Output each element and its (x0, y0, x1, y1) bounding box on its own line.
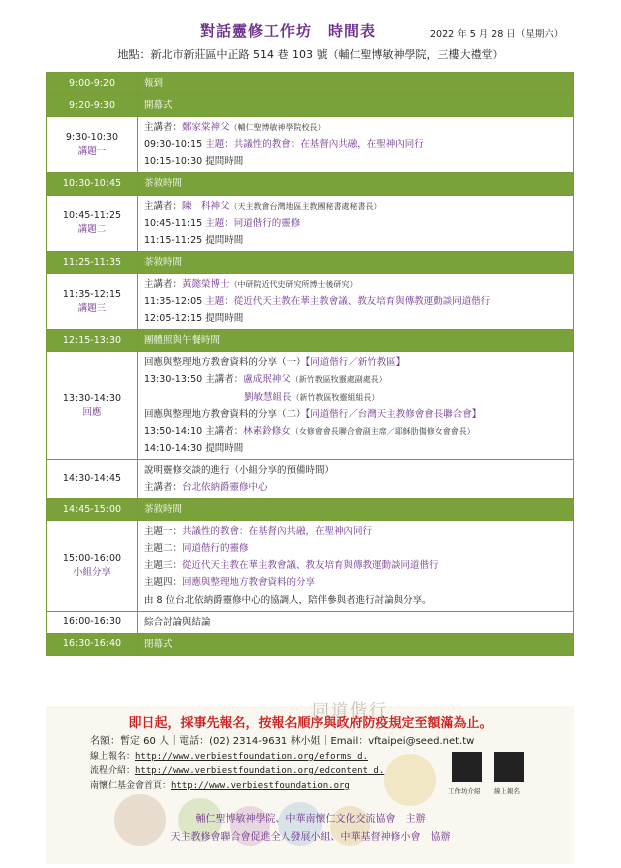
time-cell: 14:45-15:00 (47, 499, 138, 521)
agenda-cell (138, 273, 574, 329)
table-row (47, 352, 574, 460)
time-cell: 14:30-14:45 (47, 459, 138, 498)
speaker-title: （新竹教區牧靈處副處長） (290, 375, 387, 385)
home-link[interactable]: http://www.verbiestfoundation.org (171, 780, 350, 791)
table-row (47, 459, 574, 498)
schedule-table (46, 72, 574, 656)
agenda-cell: 茶敘時間 (138, 251, 574, 273)
table-row (47, 273, 574, 329)
topic-line: 09:30-10:15 主題：共議性的教會：在基督內共融，在聖神內同行 (144, 139, 424, 151)
speaker-line: 13:50-14:10 主講者：林素鈴修女（女修會會長聯合會副主席／耶穌肋傷修女會會長） (144, 425, 475, 437)
time-cell: 9:20-9:30 (47, 95, 138, 117)
topic-line: 11:35-12:05 主題：從近代天主教在華主教會議、教友培育與傳教運動談同道偕行 (144, 296, 491, 308)
time-cell: 12:15-13:30 (47, 330, 138, 352)
speaker-name: 台北依納爵靈修中心 (182, 481, 268, 493)
speaker-name: 陳 科神父 (182, 200, 230, 212)
session-label: 講題二 (77, 224, 107, 236)
qr-code-icon[interactable] (494, 752, 524, 782)
topic-text: 主題：同道偕行的靈修 (205, 217, 301, 229)
time-cell: 16:00-16:30 (47, 611, 138, 633)
table-row (47, 73, 574, 95)
topic-text: 共議性的教會：在基督內共融，在聖神內同行 (182, 526, 373, 538)
speaker-line (144, 389, 567, 406)
speaker-line: 13:30-13:50 主講者：盧成珉神父（新竹教區牧靈處副處長） (144, 374, 387, 386)
topic-line: 主題二：同道偕行的靈修 (144, 543, 249, 555)
topic-line: 主題四：回應與整理地方教會資料的分享 (144, 577, 316, 589)
contact-info (90, 735, 474, 793)
co-organizer-line: 天主教修會聯合會促進全人發展小組、中華基督神修小會 協辦 (170, 832, 451, 843)
watermark-text: 同道偕行 (312, 701, 388, 721)
session-time: 11:35-12:15 (62, 288, 122, 300)
table-row (47, 173, 574, 195)
time-cell: 9:00-9:20 (47, 73, 138, 95)
share-heading: 回應與整理地方教會資料的分享（一）【同道偕行／新竹教區】 (144, 357, 406, 369)
signup-link[interactable]: http://www.verbiestfoundation.org/eforms_d. (135, 751, 369, 762)
topic-line: 10:45-11:15 主題：同道偕行的靈修 (144, 217, 301, 229)
session-label: 講題三 (77, 302, 107, 314)
session-time: 9:30-10:30 (65, 132, 119, 144)
session-time: 15:00-16:00 (62, 553, 122, 565)
speaker-title: （新竹教區牧靈組組長） (291, 392, 380, 402)
time-cell: 16:30-16:40 (47, 633, 138, 655)
session-label: 講題一 (77, 145, 107, 157)
agenda-cell: 報到 (138, 73, 574, 95)
organizer-line: 輔仁聖博敏神學院、中華南懷仁文化交流協會 主辦 (195, 814, 426, 825)
table-row (47, 117, 574, 173)
time-cell: 11:25-11:35 (47, 251, 138, 273)
speaker-name: 林素鈴修女 (243, 425, 291, 437)
qr-caption: 線上報名 (494, 787, 520, 795)
topic-line: 主題一：共議性的教會：在基督內共融，在聖神內同行 (144, 526, 373, 538)
agenda-cell: 開幕式 (138, 95, 574, 117)
speaker-name: 盧成珉神父 (243, 374, 291, 386)
speaker-title: （輔仁聖博敏神學院校長） (229, 123, 326, 133)
speaker-title: （女修會會長聯合會副主席／耶穌肋傷修女會會長） (290, 426, 475, 436)
share-tag: 【同道偕行／台灣天主教修會會長聯合會】 (305, 408, 482, 420)
speaker-name: 劉敏慧組長 (244, 391, 292, 403)
table-row (47, 95, 574, 117)
process-link[interactable]: http://www.verbiestfoundation.org/edcontent_d. (135, 766, 385, 776)
table-row (47, 611, 574, 633)
qa-line: 11:15-11:25 提問時間 (144, 234, 244, 246)
agenda-cell: 茶敘時間 (138, 499, 574, 521)
speaker-name: 黃懿榮博士 (182, 278, 230, 290)
table-row (47, 330, 574, 352)
venue: 地點：新北市新莊區中正路 514 巷 103 號（輔仁聖博敏神學院，三樓大禮堂） (117, 48, 504, 61)
speaker-line: 主講者：鄭家棠神父（輔仁聖博敏神學院校長） (144, 122, 326, 134)
table-row (47, 195, 574, 251)
table-row (47, 633, 574, 655)
agenda-cell: 團體照與午餐時間 (138, 330, 574, 352)
signup-line: 線上報名：http://www.verbiestfoundation.org/eforms_d. (90, 751, 369, 762)
time-cell (47, 195, 138, 251)
agenda-cell (138, 521, 574, 611)
time-cell (47, 273, 138, 329)
registration-notice: 即日起，採事先報名，按報名順序與政府防疫規定至額滿為止。 (128, 716, 493, 731)
event-date: 2022 年 5 月 28 日（星期六） (430, 29, 564, 40)
qa-line: 12:05-12:15 提問時間 (144, 313, 244, 325)
qr-code-icon[interactable] (452, 752, 482, 782)
agenda-cell (138, 195, 574, 251)
topic-text: 同道偕行的靈修 (182, 543, 249, 555)
speaker-title: （中研院近代史研究所博士後研究） (229, 279, 358, 289)
home-line: 南懷仁基金會首頁：http://www.verbiestfoundation.org (90, 780, 350, 791)
table-row (47, 521, 574, 611)
quota-line: 名額：暫定 60 人｜電話：(02) 2314-9631 林小姐｜Email：vftaipei@seed.net.tw (90, 736, 475, 747)
footer (0, 700, 621, 868)
process-line: 流程介紹：http://www.verbiestfoundation.org/edcontent_d. (90, 766, 385, 776)
speaker-name: 鄭家棠神父 (182, 122, 230, 134)
speaker-line: 主講者：黃懿榮博士（中研院近代史研究所博士後研究） (144, 278, 358, 290)
time-cell (47, 117, 138, 173)
agenda-cell: 閉幕式 (138, 633, 574, 655)
session-time: 10:45-11:25 (62, 210, 122, 222)
session-label: 小組分享 (72, 566, 111, 578)
table-row (47, 499, 574, 521)
share-heading: 回應與整理地方教會資料的分享（二）【同道偕行／台灣天主教修會會長聯合會】 (144, 408, 482, 420)
agenda-cell: 茶敘時間 (138, 173, 574, 195)
time-cell (47, 521, 138, 611)
speaker-line: 主講者：陳 科神父（天主教會台灣地區主教團秘書處秘書長） (144, 200, 382, 212)
page-title: 對話靈修工作坊 時間表 (200, 22, 377, 40)
qr-caption: 工作坊介紹 (448, 787, 481, 795)
session-label: 回應 (82, 406, 102, 418)
agenda-cell (138, 117, 574, 173)
time-cell: 10:30-10:45 (47, 173, 138, 195)
time-cell (47, 352, 138, 460)
table-row (47, 251, 574, 273)
qa-line: 14:10-14:30 提問時間 (144, 442, 244, 454)
topic-text: 主題：從近代天主教在華主教會議、教友培育與傳教運動談同道偕行 (205, 296, 491, 308)
title-row (0, 20, 621, 42)
speaker-line: 主講者：台北依納爵靈修中心 (144, 481, 268, 493)
topic-text: 主題：共議性的教會：在基督內共融，在聖神內同行 (205, 139, 424, 151)
qa-line: 10:15-10:30 提問時間 (144, 156, 244, 168)
speaker-title: （天主教會台灣地區主教團秘書處秘書長） (229, 201, 382, 211)
group-note: 由 8 位台北依納爵靈修中心的協調人，陪伴參與者進行討論與分享。 (144, 594, 432, 606)
topic-line: 主題三：從近代天主教在華主教會議、教友培育與傳教運動談同道偕行 (144, 560, 439, 572)
session-time: 13:30-14:30 (62, 392, 122, 404)
agenda-cell: 綜合討論與結論 (138, 611, 574, 633)
topic-text: 從近代天主教在華主教會議、教友培育與傳教運動談同道偕行 (182, 560, 439, 572)
prep-line: 說明靈修交談的進行（小組分享的預備時間） (144, 464, 335, 476)
agenda-cell (138, 352, 574, 460)
share-tag: 【同道偕行／新竹教區】 (305, 357, 406, 369)
topic-text: 回應與整理地方教會資料的分享 (182, 577, 316, 589)
agenda-cell (138, 459, 574, 498)
